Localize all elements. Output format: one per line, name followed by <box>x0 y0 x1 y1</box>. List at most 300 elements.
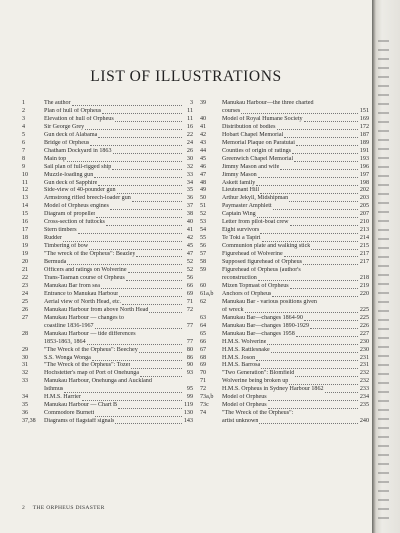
dot-leader <box>272 296 358 297</box>
entry-page: 90 <box>186 362 193 369</box>
footer-page-number: 2 <box>22 505 26 511</box>
illustration-entry <box>22 410 193 418</box>
entry-page: 231 <box>359 362 369 369</box>
illustration-entry <box>200 267 369 275</box>
entry-page: 130 <box>183 410 193 417</box>
entry-number: 59 <box>200 267 207 274</box>
illustration-entry <box>200 132 369 140</box>
entry-number: 8 <box>22 155 26 162</box>
entry-number: 60 <box>200 282 207 289</box>
entry-page: 225 <box>359 314 369 321</box>
entry-page: 71 <box>186 298 193 305</box>
dot-leader <box>290 288 358 289</box>
dot-leader <box>102 113 182 114</box>
dot-leader <box>290 225 359 226</box>
entry-page: 52 <box>186 267 193 274</box>
entry-page: 233 <box>359 386 369 393</box>
entry-page: 34 <box>186 179 193 186</box>
entry-page: 227 <box>359 330 369 337</box>
adjacent-page-text-line <box>378 157 389 159</box>
entry-title: Gun deck of Alabama <box>44 131 98 138</box>
entry-page: 95 <box>186 386 193 393</box>
entry-number: 13 <box>22 195 29 202</box>
entry-title: "Two Generation": Blomfield <box>222 370 295 377</box>
adjacent-page-text-line <box>378 346 389 348</box>
illustration-entry <box>22 100 193 108</box>
adjacent-page-text-line <box>378 40 389 42</box>
adjacent-page-text-line <box>378 328 389 330</box>
dot-leader <box>113 153 182 154</box>
illustration-entry <box>200 116 369 124</box>
illustration-entry <box>22 140 193 148</box>
entry-page: 232 <box>359 378 369 385</box>
entry-page: 72 <box>186 306 193 313</box>
entry-number: 20 <box>22 259 29 266</box>
entry-page: 33 <box>186 171 193 178</box>
adjacent-page-text-line <box>378 166 389 168</box>
illustration-entry <box>22 378 193 386</box>
entry-number: 34 <box>22 394 29 401</box>
entry-number: 42 <box>200 131 207 138</box>
entry-number: 18 <box>22 235 29 242</box>
entry-title: Hobart Chapel Memorial <box>222 131 284 138</box>
entry-number: 31 <box>22 362 29 369</box>
dot-leader <box>273 209 358 210</box>
dot-leader <box>110 209 182 210</box>
dot-leader <box>117 193 182 194</box>
entry-title: Gun deck of Sapphire <box>44 179 98 186</box>
illustration-entry <box>200 339 369 347</box>
illustration-entry <box>200 164 369 172</box>
dot-leader <box>139 352 182 353</box>
adjacent-page-text-line <box>378 490 389 492</box>
entry-title: Memorial Plaque on Paratutai <box>222 139 295 146</box>
entry-title: Manukau Harbour from above North Head <box>44 306 149 313</box>
entry-title: Manukau Bar—changes 1958 <box>222 330 295 337</box>
entry-number: 24 <box>22 290 29 297</box>
adjacent-page-text-line <box>378 247 389 249</box>
entry-number: 17 <box>22 227 29 234</box>
adjacent-page-text-line <box>378 130 389 132</box>
entry-title: Diagram of propeller <box>44 211 96 218</box>
illustration-entry <box>200 187 369 195</box>
entry-number: 7 <box>22 147 26 154</box>
adjacent-page-text-line <box>378 508 389 510</box>
illustration-entry <box>22 156 193 164</box>
adjacent-page-text-line <box>378 256 389 258</box>
illustration-entry <box>22 243 193 251</box>
illustration-entry <box>200 124 369 132</box>
adjacent-page-text-line <box>378 103 389 105</box>
entry-number: 48 <box>200 179 207 186</box>
entry-title: Cross-section of futtocks <box>44 219 105 226</box>
adjacent-page-text-line <box>378 391 389 393</box>
entry-page: 214 <box>359 235 369 242</box>
entry-number: 29 <box>22 346 29 353</box>
entry-title: Main top <box>44 155 67 162</box>
entry-title: Figurehead of Wolverine <box>222 251 283 258</box>
dot-leader <box>87 344 182 345</box>
adjacent-page-text-line <box>378 454 389 456</box>
entry-title: Armstrong rifled breech-loader gun <box>44 195 131 202</box>
dot-leader <box>72 105 182 106</box>
illustration-entry <box>200 203 369 211</box>
entry-title: Anchors of Orpheus <box>222 290 272 297</box>
illustration-entry <box>22 267 193 275</box>
dot-leader <box>140 376 182 377</box>
entry-title: Side-view of 40-pounder gun <box>44 187 116 194</box>
entry-title: Sir George Grey <box>44 123 85 130</box>
entry-title: Letter from pilot-boat crew <box>222 219 289 226</box>
dot-leader <box>98 185 182 186</box>
dot-leader <box>85 129 182 130</box>
entry-title: Model of Orpheus <box>222 402 267 409</box>
adjacent-page-text-line <box>378 76 389 78</box>
dot-leader <box>122 304 182 305</box>
illustration-entry <box>22 370 193 378</box>
dot-leader <box>136 256 182 257</box>
adjacent-page-text-line <box>378 229 389 231</box>
illustration-entry <box>22 323 193 331</box>
adjacent-page-text-line <box>378 49 389 51</box>
entry-title: Sail plan of full-rigged ship <box>44 163 112 170</box>
entry-page: 32 <box>186 163 193 170</box>
adjacent-page-text-line <box>378 112 389 114</box>
adjacent-page-text-line <box>378 67 389 69</box>
entry-page: 226 <box>359 322 369 329</box>
adjacent-page-text-line <box>378 364 389 366</box>
entry-page: 80 <box>186 346 193 353</box>
dot-leader <box>119 296 182 297</box>
dot-leader <box>296 145 358 146</box>
illustration-entry <box>22 108 193 116</box>
entry-title: Model of Orpheus <box>222 394 267 401</box>
entry-number: 54 <box>200 227 207 234</box>
entry-title: Communion plate and walking stick <box>222 243 311 250</box>
page-title: LIST OF ILLUSTRATIONS <box>90 68 282 85</box>
entry-title: Plan of hull of Orpheus <box>44 107 102 114</box>
illustration-entry <box>22 187 193 195</box>
entry-title: "The Wreck of the Orpheus": Beechey <box>44 346 138 353</box>
dot-leader <box>106 225 182 226</box>
dot-leader <box>78 233 182 234</box>
entry-page: 56 <box>186 274 193 281</box>
entry-title: reconstruction <box>222 274 257 281</box>
dot-leader <box>89 249 182 250</box>
illustration-entry <box>200 378 369 386</box>
dot-leader <box>115 423 182 424</box>
entry-number: 23 <box>22 282 29 289</box>
illustration-entry <box>200 251 369 259</box>
dot-leader <box>271 352 358 353</box>
adjacent-page-text-line <box>378 301 389 303</box>
entry-title: coastline 1836-1967 <box>44 322 94 329</box>
entry-number: 51 <box>200 203 207 210</box>
dot-leader <box>94 177 182 178</box>
entry-number: 3 <box>22 115 26 122</box>
entry-title: Manukau Bar from sea <box>44 282 101 289</box>
dot-leader <box>82 400 182 401</box>
illustration-entry <box>200 307 369 315</box>
entry-number: 74 <box>200 410 207 417</box>
entry-number: 2 <box>22 107 26 114</box>
illustration-entry <box>200 362 369 370</box>
illustration-entry <box>22 386 193 394</box>
adjacent-page-text-line <box>378 517 389 519</box>
illustration-entry <box>200 418 369 426</box>
entry-title: Greenwich Chapel Memorial <box>222 155 294 162</box>
entry-page: 220 <box>359 290 369 297</box>
entry-title: Commodore Burnett <box>44 410 95 417</box>
illustration-entry <box>22 116 193 124</box>
entry-title: H.M.S. Orpheus in Sydney Harbour 1862 <box>222 386 324 393</box>
entry-title: Arthur Jekyll, Midshipman <box>222 195 289 202</box>
illustration-entry <box>22 124 193 132</box>
entry-number: 47 <box>200 171 207 178</box>
adjacent-page-text-line <box>378 382 389 384</box>
adjacent-page-text-line <box>378 220 389 222</box>
entry-number: 71 <box>200 378 207 385</box>
illustration-entry <box>22 211 193 219</box>
illustration-entry <box>200 394 369 402</box>
entry-page: 47 <box>186 251 193 258</box>
entry-number: 12 <box>22 187 29 194</box>
entry-number: 63 <box>200 314 207 321</box>
entry-title: Model of Orpheus engines <box>44 203 109 210</box>
illustration-entry <box>200 243 369 251</box>
entry-title: Lieutenant Hill <box>222 187 260 194</box>
entry-page: 218 <box>359 274 369 281</box>
entry-title: Manukau Bar - various positions given <box>222 298 317 305</box>
entry-page: 30 <box>186 155 193 162</box>
illustration-entry <box>22 347 193 355</box>
entry-number: 53 <box>200 219 207 226</box>
entry-title: Manukau Bar—changes 1864-90 <box>222 314 303 321</box>
entry-number: 19 <box>22 251 29 258</box>
illustration-entry <box>22 394 193 402</box>
entry-page: 217 <box>359 251 369 258</box>
entry-page: 99 <box>186 394 193 401</box>
entry-number: 44 <box>200 147 207 154</box>
entry-number: 32 <box>22 370 29 377</box>
adjacent-page-text-line <box>378 436 389 438</box>
entry-title: Jimmy Mason and wife <box>222 163 280 170</box>
entry-number: 36 <box>22 410 29 417</box>
entry-page: 11 <box>187 115 193 122</box>
entry-title: H.M.S. Joson <box>222 354 256 361</box>
entry-number: 10 <box>22 171 29 178</box>
entry-title: Askett family <box>222 179 256 186</box>
dot-leader <box>289 384 358 385</box>
illustration-entry <box>22 402 193 410</box>
dot-leader <box>258 177 358 178</box>
entry-page: 240 <box>359 418 369 425</box>
entry-number: 69 <box>200 362 207 369</box>
entry-number: 41 <box>200 123 207 130</box>
entry-number: 45 <box>200 155 207 162</box>
illustration-entry <box>200 180 369 188</box>
dot-leader <box>101 288 182 289</box>
illustration-entry <box>22 418 193 426</box>
entry-title: Counties of origin of ratings <box>222 147 292 154</box>
entry-title: Supposed figurehead of Orpheus <box>222 259 303 266</box>
entry-number: 73c <box>200 402 209 409</box>
entry-title: Rudder <box>44 235 62 242</box>
entry-title: H.M.S. Barrosa <box>222 362 261 369</box>
entry-page: 231 <box>359 354 369 361</box>
entry-number: 25 <box>22 298 29 305</box>
dot-leader <box>126 280 182 281</box>
entry-title: Manukau Harbour, Onehunga and Auckland <box>44 378 152 385</box>
entry-page: 235 <box>359 402 369 409</box>
entry-title: S.S. Wonga Wonga <box>44 354 91 361</box>
entry-number: 73a,b <box>200 394 214 401</box>
entry-number: 35 <box>22 402 29 409</box>
entry-number: 49 <box>200 187 207 194</box>
entry-number: 6 <box>22 139 26 146</box>
entry-page: 40 <box>186 219 193 226</box>
adjacent-page-text-line <box>378 472 389 474</box>
dot-leader <box>149 312 182 313</box>
entry-page: 86 <box>186 354 193 361</box>
illustration-entry <box>200 259 369 267</box>
entry-number: 40 <box>200 115 207 122</box>
illustration-entry <box>200 156 369 164</box>
entry-number: 52 <box>200 211 207 218</box>
adjacent-page-text-line <box>378 274 389 276</box>
entry-page: 187 <box>359 131 369 138</box>
entry-page: 215 <box>359 243 369 250</box>
entry-title: Figurehead of Orpheus (author's <box>222 267 301 274</box>
entry-page: 3 <box>189 100 193 106</box>
dot-leader <box>96 217 182 218</box>
entry-page: 225 <box>359 306 369 313</box>
entry-title: Captain Wing <box>222 211 256 218</box>
adjacent-page-text-line <box>378 175 389 177</box>
entry-page: 202 <box>359 187 369 194</box>
entry-number: 65 <box>200 330 207 337</box>
entry-number: 27 <box>22 314 29 321</box>
entry-title: 1853-1863, 1864 <box>44 338 86 345</box>
illustration-entry <box>200 195 369 203</box>
entry-title: Manukau Harbour — tide differences <box>44 330 136 337</box>
illustration-entry <box>200 347 369 355</box>
entry-page: 213 <box>359 227 369 234</box>
dot-leader <box>260 193 358 194</box>
illustration-entry <box>22 235 193 243</box>
entry-page: 198 <box>359 179 369 186</box>
entry-page: 11 <box>187 107 193 114</box>
illustration-entry <box>200 315 369 323</box>
entry-title: Manukau Harbour—the three charted <box>222 100 314 106</box>
entry-page: 203 <box>359 195 369 202</box>
entry-number: 58 <box>200 259 207 266</box>
entry-number: 72 <box>200 386 207 393</box>
entry-title: Muzzle-loading gun <box>44 171 94 178</box>
entry-page: 69 <box>186 290 193 297</box>
dot-leader <box>294 161 358 162</box>
entry-title: Model of Royal Humane Society <box>222 115 303 122</box>
illustration-entry <box>22 362 193 370</box>
illustration-entry <box>22 148 193 156</box>
adjacent-page-text-line <box>378 139 389 141</box>
dot-leader <box>112 169 182 170</box>
illustration-entry <box>22 299 193 307</box>
entry-title: Mizen Topmast of Orpheus <box>222 282 289 289</box>
entry-number: 19 <box>22 243 29 250</box>
entry-number: 33 <box>22 378 29 385</box>
entry-title: Manukau Bar—changes 1890-1929 <box>222 322 309 329</box>
adjacent-page-text-line <box>378 310 389 312</box>
illustration-entry <box>22 291 193 299</box>
entry-page: 93 <box>186 370 193 377</box>
illustration-entry <box>200 402 369 410</box>
entry-number: 64 <box>200 322 207 329</box>
dot-leader <box>245 312 359 313</box>
entry-number: 57 <box>200 251 207 258</box>
adjacent-page-text-line <box>378 463 389 465</box>
entry-title: Jimmy Mason <box>222 171 257 178</box>
entry-number: 9 <box>22 163 26 170</box>
entry-number: 11 <box>22 179 28 186</box>
adjacent-page-text-line <box>378 184 389 186</box>
illustration-entry <box>22 164 193 172</box>
entry-number: 1 <box>22 100 26 106</box>
entry-number: 5 <box>22 131 26 138</box>
illustration-entry <box>22 219 193 227</box>
illustration-entry <box>22 180 193 188</box>
dot-leader <box>131 368 182 369</box>
entry-title: Timbering of bow <box>44 243 89 250</box>
dot-leader <box>268 408 358 409</box>
entry-page: 232 <box>359 370 369 377</box>
dot-leader <box>325 392 358 393</box>
entry-page: 207 <box>359 211 369 218</box>
entry-number: 70 <box>200 370 207 377</box>
entry-title: H.M.S. Rattlesnake <box>222 346 270 353</box>
illustration-entry <box>22 331 193 339</box>
entry-title: Manukau Harbour — Chart B <box>44 402 118 409</box>
adjacent-page-edge <box>372 0 400 533</box>
entry-title: Distribution of bodies <box>222 123 276 130</box>
entry-number: 37,38 <box>22 418 36 425</box>
entry-title: Wolverine being broken up <box>222 378 289 385</box>
illustrations-list-right <box>200 100 369 426</box>
entry-title: Bridge of Orpheus <box>44 139 90 146</box>
dot-leader <box>284 137 358 138</box>
illustration-entry <box>200 227 369 235</box>
illustration-entry <box>200 299 369 307</box>
entry-title: of wreck <box>222 306 244 313</box>
illustration-entry <box>22 227 193 235</box>
entry-number: 28 <box>22 330 29 337</box>
dot-leader <box>67 264 182 265</box>
dot-leader <box>260 233 358 234</box>
entry-page: 230 <box>359 338 369 345</box>
dot-leader <box>90 145 182 146</box>
illustration-entry <box>200 331 369 339</box>
entry-number: 22 <box>22 274 29 281</box>
entry-title: Isthmus <box>44 386 64 393</box>
entry-title: Diagrams of flagstaff signals <box>44 418 115 425</box>
entry-title: Bermuda <box>44 259 67 266</box>
dot-leader <box>92 360 182 361</box>
entry-title: Paymaster Amphlett <box>222 203 272 210</box>
adjacent-page-text-line <box>378 445 389 447</box>
entry-number: 56 <box>200 243 207 250</box>
entry-title: The author <box>44 100 71 106</box>
entry-page: 119 <box>184 402 193 409</box>
